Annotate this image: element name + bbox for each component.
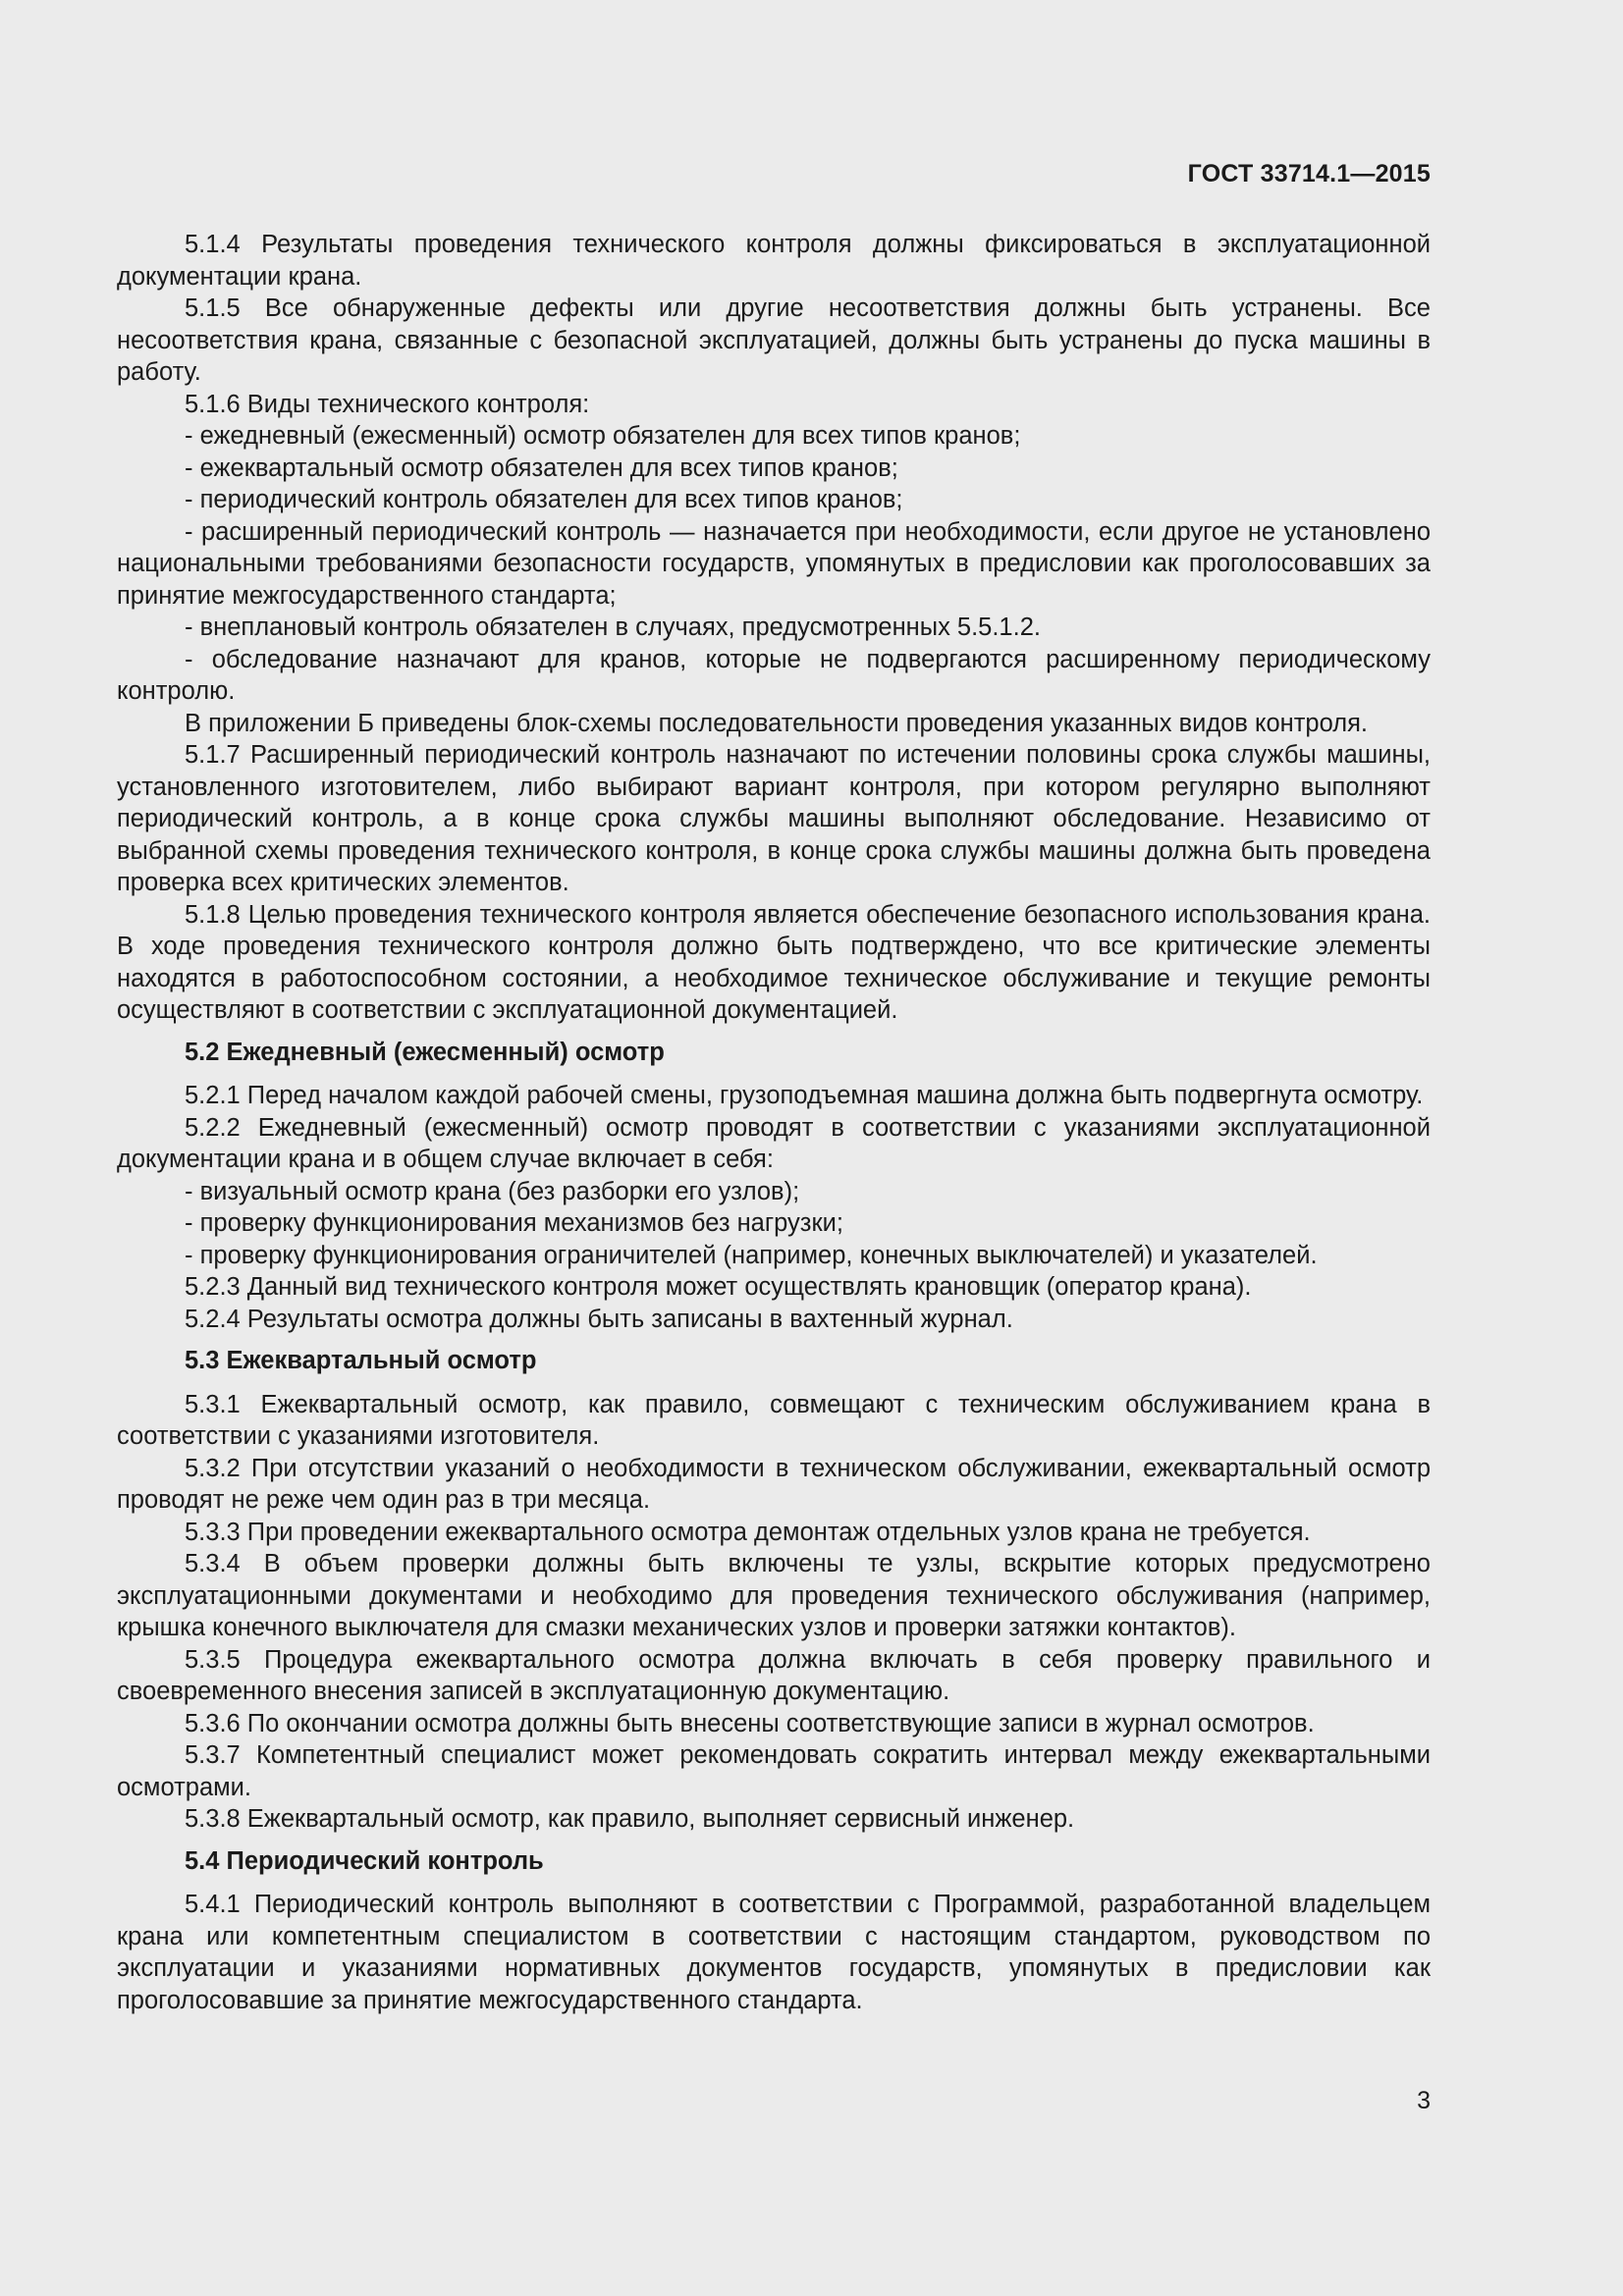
paragraph: 5.1.5 Все обнаруженные дефекты или другие несоответствия должны быть устранены. Все несоответствия крана, связанные с безопасной эксплуатацией, должны быть устранены до пуска машины в работу.	[117, 294, 1431, 386]
paragraph: 5.2.1 Перед началом каждой рабочей смены, грузоподъемная машина должна быть подвергнута осмотру.	[185, 1082, 1424, 1109]
paragraph: 5.3.1 Ежеквартальный осмотр, как правило, совмещают с техническим обслуживанием крана в соответствии с указаниями изготовителя.	[117, 1390, 1431, 1450]
paragraph: 5.3.6 По окончании осмотра должны быть внесены соответствующие записи в журнал осмотров.	[185, 1709, 1315, 1737]
paragraph: 5.3.5 Процедура ежеквартального осмотра должна включать в себя проверку правильного и своевременного внесения записей в эксплуатационную документацию.	[117, 1645, 1431, 1705]
list-item: - ежедневный (ежесменный) осмотр обязателен для всех типов кранов;	[185, 422, 1021, 450]
paragraph: 5.3.3 При проведении ежеквартального осмотра демонтаж отдельных узлов крана не требуется.	[185, 1518, 1311, 1546]
paragraph: 5.3.7 Компетентный специалист может рекомендовать сократить интервал между ежеквартальными осмотрами.	[117, 1741, 1431, 1801]
list-item: - проверку функционирования механизмов без нагрузки;	[185, 1209, 843, 1237]
paragraph: 5.3.2 При отсутствии указаний о необходимости в техническом обслуживании, ежеквартальный осмотр проводят не реже чем один раз в три месяца.	[117, 1454, 1431, 1514]
section-heading: 5.2 Ежедневный (ежесменный) осмотр	[185, 1038, 665, 1066]
section-heading: 5.4 Периодический контроль	[185, 1846, 544, 1875]
list-item: - расширенный периодический контроль — назначается при необходимости, если другое не установлено национальными требованиями безопасности государств, упомянутых в предисловии как проголосовавших за принятие межгосударственного стандарта;	[117, 517, 1431, 610]
paragraph: 5.4.1 Периодический контроль выполняют в соответствии с Программой, разработанной владельцем крана или компетентным специалистом в соответствии с настоящим стандартом, руководством по эксплуатации и указаниями нормативных документов государств, упомянутых в предисловии как проголосовавшие за принятие межгосударственного стандарта.	[117, 1891, 1431, 2014]
list-item: - ежеквартальный осмотр обязателен для всех типов кранов;	[185, 454, 898, 482]
list-item: - обследование назначают для кранов, которые не подвергаются расширенному периодическому контролю.	[117, 645, 1431, 705]
list-item: - визуальный осмотр крана (без разборки его узлов);	[185, 1177, 800, 1205]
paragraph: 5.1.8 Целью проведения технического контроля является обеспечение безопасного использования крана. В ходе проведения технического контроля должно быть подтверждено, что все критические элементы находятся в работоспособном состоянии, а необходимое техническое обслуживание и текущие ремонты осуществляют в соответствии с эксплуатационной документацией.	[117, 900, 1431, 1024]
list-item: - проверку функционирования ограничителей (например, конечных выключателей) и указателей.	[185, 1241, 1318, 1269]
list-item: - внеплановый контроль обязателен в случаях, предусмотренных 5.5.1.2.	[185, 614, 1041, 641]
document-id: ГОСТ 33714.1—2015	[1187, 160, 1431, 187]
document-body	[117, 229, 1431, 2016]
paragraph: 5.1.6 Виды технического контроля:	[185, 390, 590, 418]
page-number: 3	[1417, 2087, 1431, 2114]
list-item: - периодический контроль обязателен для всех типов кранов;	[185, 486, 903, 513]
paragraph: 5.3.8 Ежеквартальный осмотр, как правило, выполняет сервисный инженер.	[185, 1805, 1075, 1833]
paragraph: В приложении Б приведены блок-схемы последовательности проведения указанных видов контроля.	[185, 709, 1369, 737]
paragraph: 5.2.4 Результаты осмотра должны быть записаны в вахтенный журнал.	[185, 1305, 1013, 1333]
paragraph: 5.1.4 Результаты проведения технического контроля должны фиксироваться в эксплуатационной документации крана.	[117, 231, 1431, 291]
paragraph: 5.2.3 Данный вид технического контроля может осуществлять крановщик (оператор крана).	[185, 1273, 1252, 1301]
section-heading: 5.3 Ежеквартальный осмотр	[185, 1347, 537, 1374]
paragraph: 5.3.4 В объем проверки должны быть включены те узлы, вскрытие которых предусмотрено эксплуатационными документами и необходимо для проведения технического обслуживания (например, крышка конечного выключателя для смазки механических узлов и проверки затяжки контактов).	[117, 1550, 1431, 1641]
paragraph: 5.2.2 Ежедневный (ежесменный) осмотр проводят в соответствии с указаниями эксплуатационной документации крана и в общем случае включает в себя:	[117, 1113, 1431, 1173]
paragraph: 5.1.7 Расширенный периодический контроль назначают по истечении половины срока службы машины, установленного изготовителем, либо выбирают вариант контроля, при котором регулярно выполняют периодический контроль, а в конце срока службы машины выполняют обследование. Независимо от выбранной схемы проведения технического контроля, в конце срока службы машины должна быть проведена проверка всех критических элементов.	[117, 741, 1431, 896]
